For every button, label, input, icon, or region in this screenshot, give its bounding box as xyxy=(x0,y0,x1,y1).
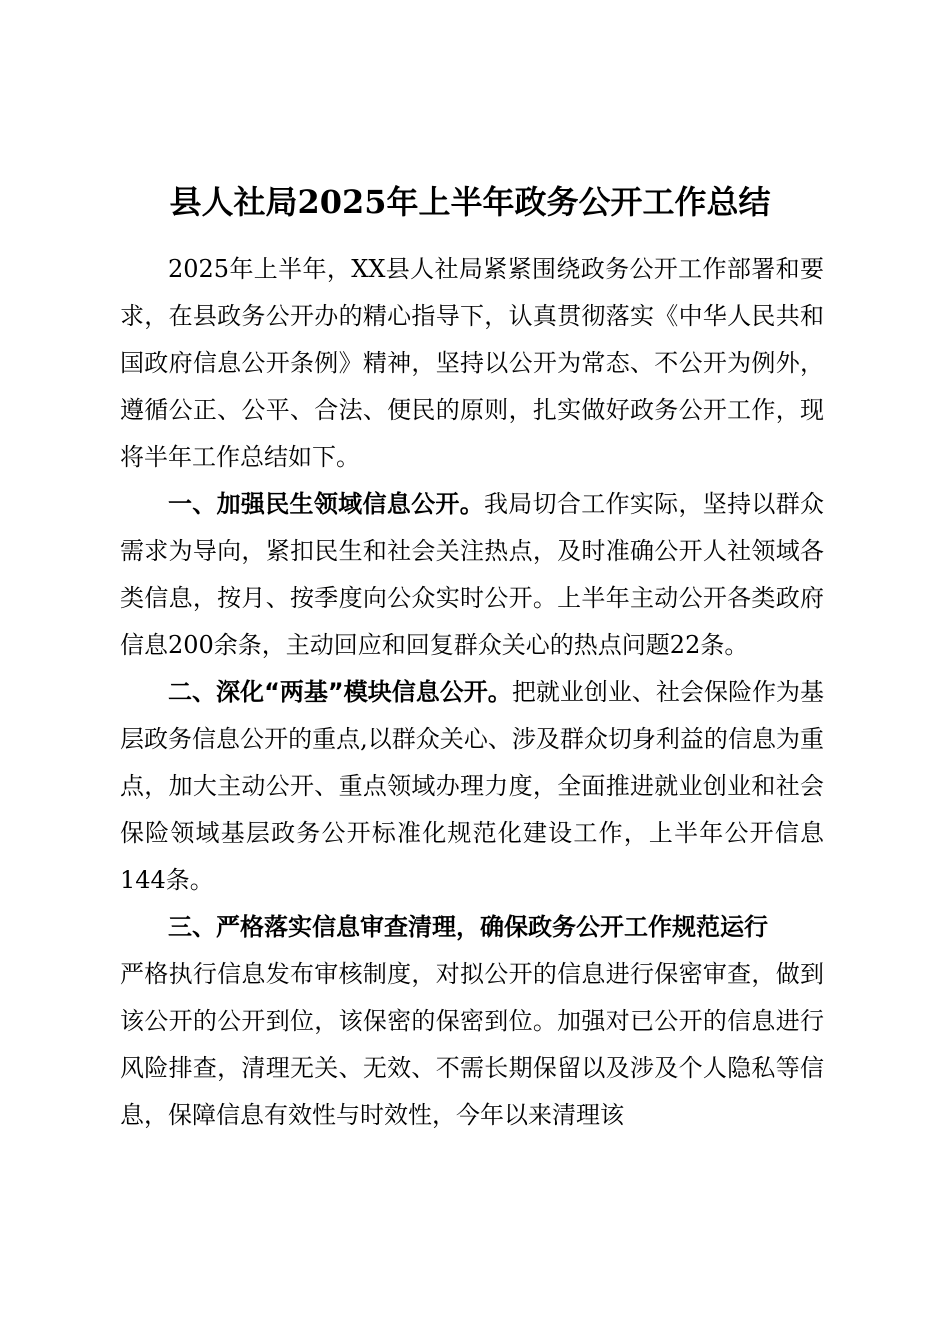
section-1-text: 我局切合工作实际，坚持以群众需求为导向，紧扣民生和社会关注热点，及时准确公开人社领域各类信息，按月、按季度向公众实时公开。上半年主动公开各类政府信息200余条，主动回应和回复群众关心的热点问题22条。 xyxy=(120,490,824,659)
document-body xyxy=(120,246,824,1139)
document-title: 县人社局2025年上半年政务公开工作总结 xyxy=(169,183,771,221)
section-3-heading-line xyxy=(120,904,824,951)
section-3-paragraph: 严格执行信息发布审核制度，对拟公开的信息进行保密审查，做到该公开的公开到位，该保密的保密到位。加强对已公开的信息进行风险排查，清理无关、无效、不需长期保留以及涉及个人隐私等信息，保障信息有效性与时效性，今年以来清理该 xyxy=(120,960,824,1129)
section-1-paragraph xyxy=(120,481,824,669)
section-3-heading: 三、严格落实信息审查清理，确保政务公开工作规范运行 xyxy=(168,913,768,941)
intro-paragraph: 2025年上半年，XX县人社局紧紧围绕政务公开工作部署和要求，在县政务公开办的精心指导下，认真贯彻落实《中华人民共和国政府信息公开条例》精神，坚持以公开为常态、不公开为例外，遵循公正、公平、合法、便民的原则，扎实做好政务公开工作，现将半年工作总结如下。 xyxy=(120,255,824,471)
section-2-text: 把就业创业、社会保险作为基层政务信息公开的重点,以群众关心、涉及群众切身利益的信息为重点，加大主动公开、重点领域办理力度，全面推进就业创业和社会保险领域基层政务公开标准化规范化建设工作，上半年公开信息144条。 xyxy=(120,678,825,894)
section-2-heading: 二、深化“两基”模块信息公开。 xyxy=(168,678,512,706)
section-2-paragraph xyxy=(120,669,824,904)
section-1-heading: 一、加强民生领域信息公开。 xyxy=(168,490,484,518)
